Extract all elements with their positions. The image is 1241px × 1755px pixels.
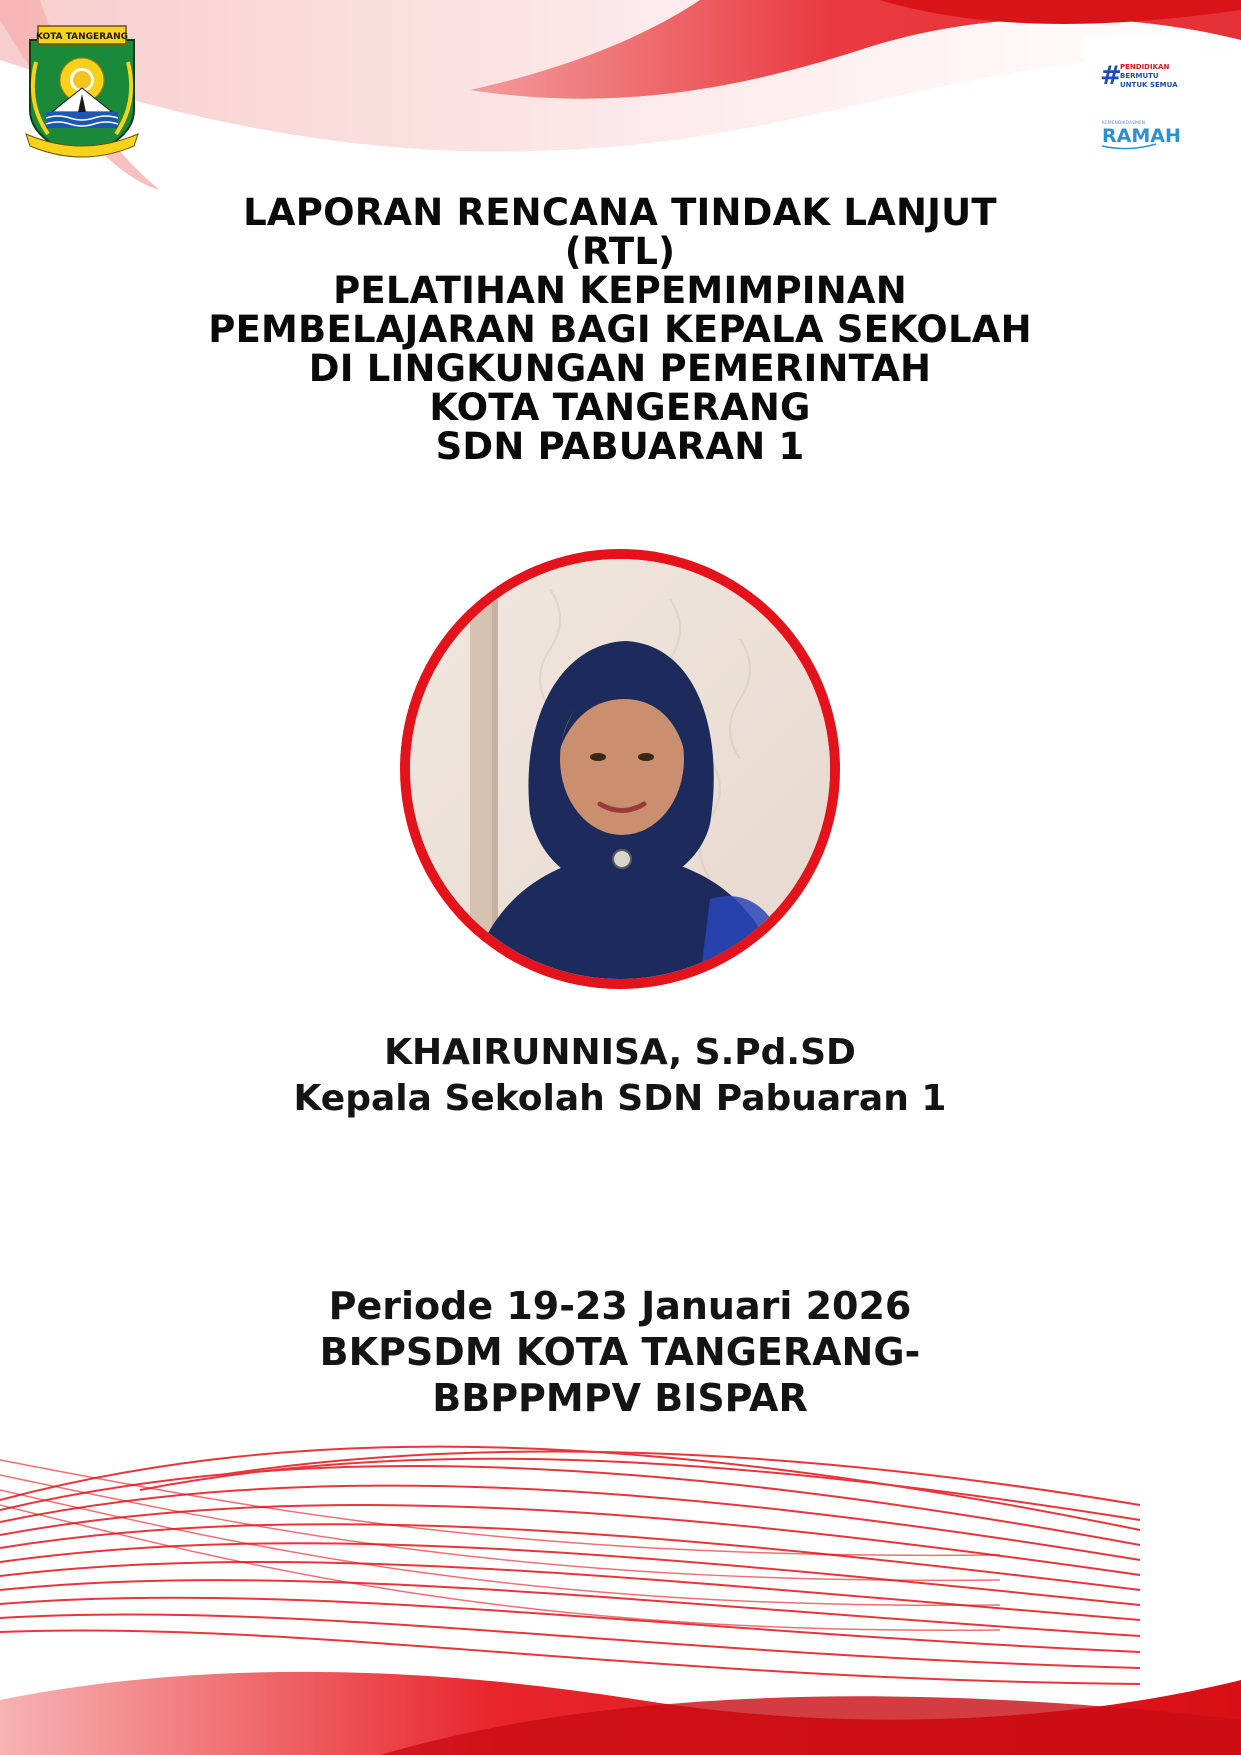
title-line-4: PEMBELAJARAN BAGI KEPALA SEKOLAH — [208, 308, 1032, 351]
period-line-2: BKPSDM KOTA TANGERANG- — [319, 1330, 921, 1374]
period-line-1: Periode 19-23 Januari 2026 — [328, 1284, 912, 1328]
title-line-3: PELATIHAN KEPEMIMPINAN — [333, 269, 907, 312]
person-name: KHAIRUNNISA, S.Pd.SD — [384, 1032, 856, 1073]
title-line-1: LAPORAN RENCANA TINDAK LANJUT — [243, 191, 997, 234]
profile-caption — [120, 1030, 1120, 1122]
logo-text-ramah: RAMAH — [1102, 125, 1181, 147]
person-position: Kepala Sekolah SDN Pabuaran 1 — [293, 1078, 947, 1119]
logo-text-ministry: KEMENDIKDASMEN — [1102, 121, 1146, 126]
profile-photo — [410, 559, 830, 979]
period-and-organizers — [120, 1283, 1120, 1421]
pendidikan-bermutu-ramah-logo — [1084, 36, 1200, 154]
profile-photo-frame — [400, 549, 840, 989]
report-title — [120, 193, 1120, 466]
logo-text-untuk-semua: UNTUK SEMUA — [1120, 81, 1178, 89]
title-line-7: SDN PABUARAN 1 — [435, 425, 805, 468]
hashtag-icon: # — [1100, 61, 1122, 91]
title-line-5: DI LINGKUNGAN PEMERINTAH — [308, 347, 932, 390]
crest-banner-text: KOTA TANGERANG — [35, 32, 129, 42]
logo-text-pendidikan: PENDIDIKAN — [1120, 63, 1170, 71]
period-line-3: BBPPMPV BISPAR — [432, 1376, 808, 1420]
logo-text-bermutu: BERMUTU — [1120, 72, 1159, 80]
title-line-6: KOTA TANGERANG — [429, 386, 811, 429]
title-line-2: (RTL) — [564, 230, 676, 273]
kota-tangerang-crest-logo — [22, 22, 142, 162]
